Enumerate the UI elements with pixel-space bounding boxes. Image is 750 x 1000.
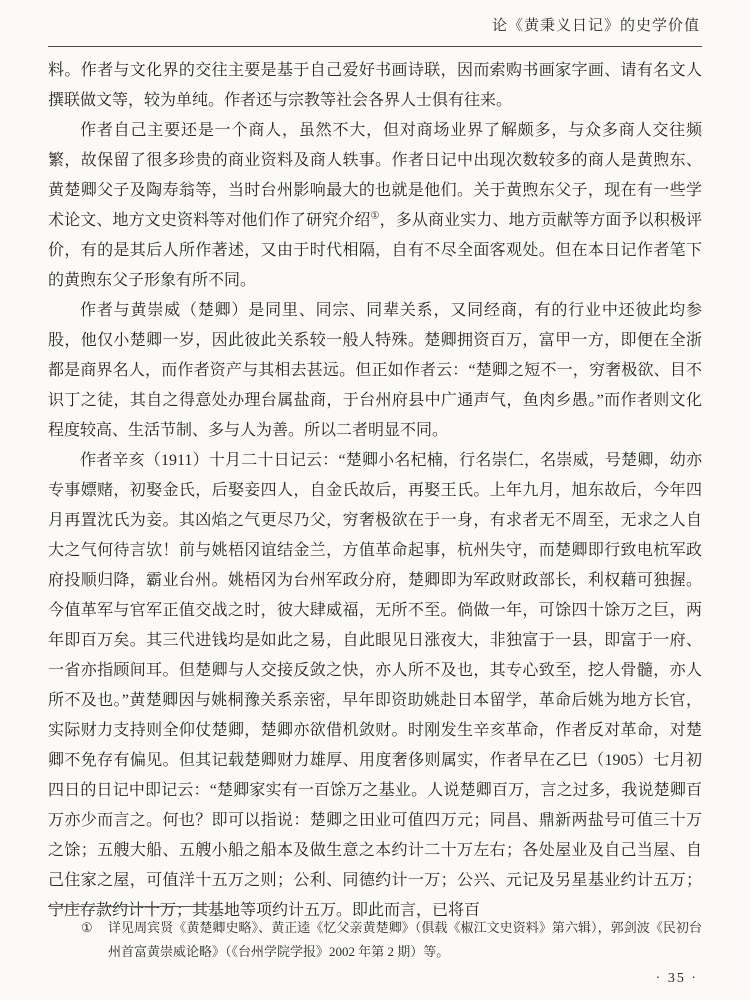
running-title: 论《黄秉义日记》的史学价值 bbox=[491, 18, 700, 34]
paragraph: 料。作者与文化界的交往主要是基于自己爱好书画诗联，因而索购书画家字画、请有名文人撰联做文等，较为单纯。作者还与宗教等社会各界人士俱有往来。 bbox=[48, 62, 702, 109]
page-footer bbox=[48, 906, 702, 987]
footnote-divider bbox=[48, 906, 210, 907]
footnote-marker: ① bbox=[81, 920, 93, 935]
footnote-ref: ① bbox=[370, 210, 380, 222]
paragraph: 作者自己主要还是一个商人，虽然不大，但对商场业界了解颇多，与众多商人交往频繁，故保留了很多珍贵的商业资料及商人轶事。作者日记中出现次数较多的商人是黄煦东、黄楚卿父子及陶寿翁等，当时台州影响最大的也就是他们。关于黄煦东父子，现在有一些学术论文、地方文史资料等对他们作了研究介绍①，多从商业实力、地方贡献等方面予以积极评价，有的是其后人所作著述，又由于时代相隔，自有不尽全面客观处。但在本日记作者笔下的黄煦东父子形象有所不同。 bbox=[48, 122, 702, 289]
page-number: · 35 · bbox=[655, 971, 698, 986]
paragraph: 作者辛亥（1911）十月二十日记云：“楚卿小名杞楠，行名崇仁，名崇威，号楚卿，幼亦专事嫖赌，初娶金氏，后娶妾四人，自金氏故后，再娶王氏。上年九月，旭东故后，今年四月再置沈氏为妾。其凶焰之气更尽乃父，穷奢极欲在于一身，有求者无不周至，无求之人自大之气何待言欤！前与姚梧冈谊结金兰，方值革命起事，杭州失守，而楚卿即行致电杭军政府投顺归降，霸业台州。姚梧冈为台州军政分府，楚卿即为军政财政部长，利权藉可独握。今值革军与官军正值交战之时，彼大肆威福，无所不至。倘做一年，可馀四十馀万之巨，两年即百万矣。其三代进钱均是如此之易，自此眼见日涨夜大，非独富于一县，即富于一府、一省亦指顾间耳。但楚卿与人交接反敛之快，亦人所不及也，其专心致至，挖人骨髓，亦人所不及也。”黄楚卿因与姚桐豫关系亲密，早年即资助姚赴日本留学，革命后姚为地方长官，实际财力支持则全仰仗楚卿，楚卿亦欲借机敛财。时刚发生辛亥革命，作者反对革命，对楚卿不免存有偏见。但其记载楚卿财力雄厚、用度奢侈则属实，作者早在乙巳（1905）七月初四日的日记中即记云：“楚卿家实有一百馀万之基业。人说楚卿百万，言之过多，我说楚卿百万亦少而言之。何也？即可以指说：楚卿之田业可值四万元；同昌、鼎新两盐号可值三十万之馀；五艘大船、五艘小船之船本及做生意之本约计二十万左右；各处屋业及自己当屋、自己住家之屋，可值洋十五万之则；公利、同德约计一万；公兴、元记及另星基业约计五万；宁庄存款约计十万；其基地等项约计五万。即此而言，已将百 bbox=[48, 452, 702, 919]
footnote-text: 详见周宾贤《黄楚卿史略》、黄正逵《忆父亲黄楚卿》（俱载《椒江文史资料》第六辑），郭剑波《民初台州首富黄崇威论略》（《台州学院学报》2002 年第 2 期）等。 bbox=[108, 920, 702, 959]
footnote bbox=[48, 916, 702, 964]
paragraph: 作者与黄崇威（楚卿）是同里、同宗、同辈关系，又同经商，有的行业中还彼此均参股，他仅小楚卿一岁，因此彼此关系较一般人特殊。楚卿拥资百万，富甲一方，即便在全浙都是商界名人，而作者资产与其相去甚远。但正如作者云：“楚卿之短不一，穷奢极欲、目不识丁之徒，其自之得意处办理台属盐商，于台州府县中广通声气，鱼肉乡愚。”而作者则文化程度较高、生活节制、多与人为善。所以二者明显不同。 bbox=[48, 302, 702, 439]
page-header bbox=[48, 12, 702, 47]
body-text bbox=[48, 56, 702, 926]
